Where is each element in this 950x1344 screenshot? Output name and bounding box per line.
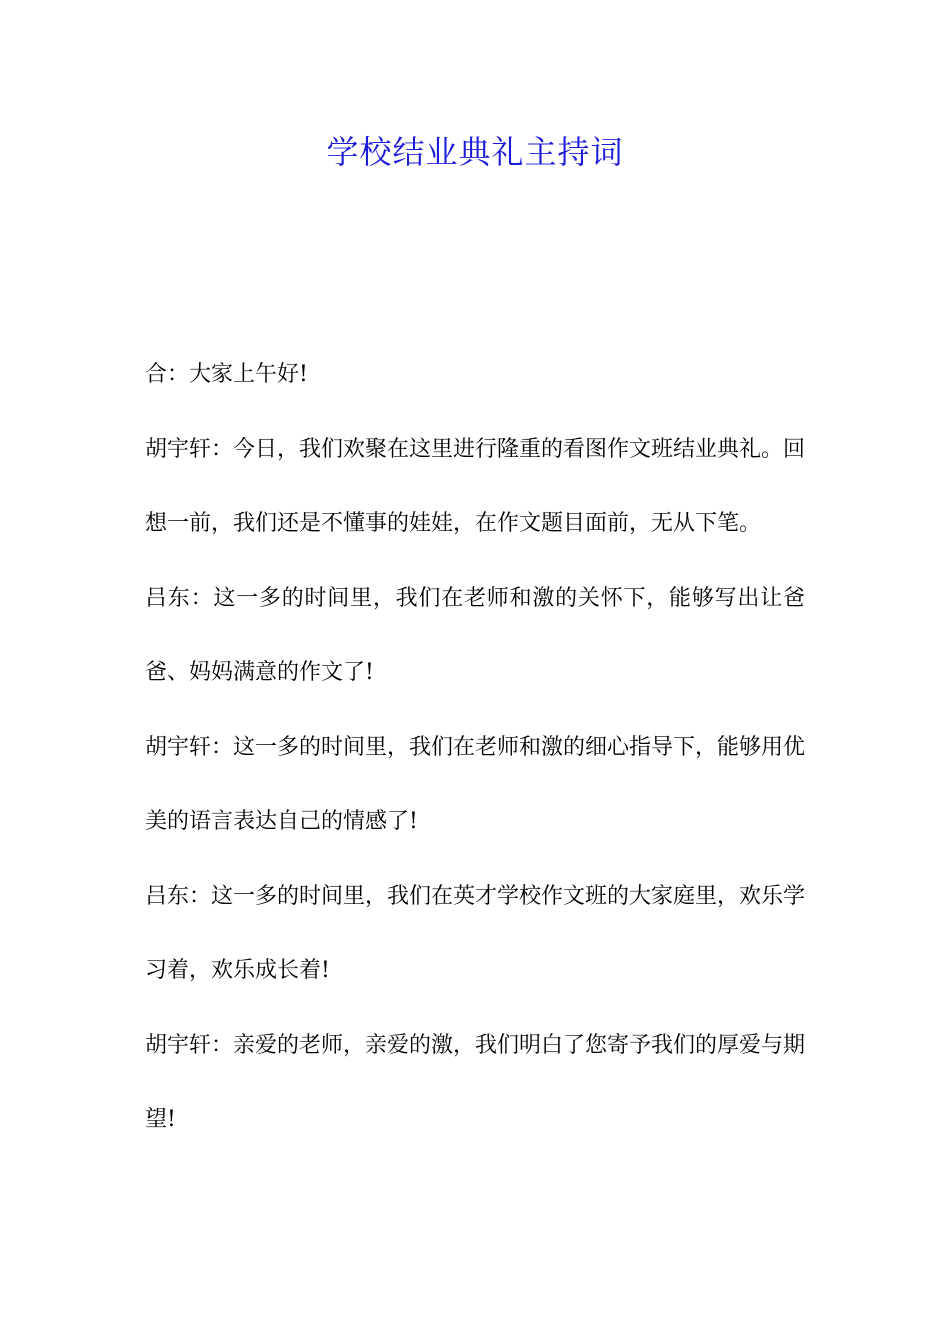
paragraph-greeting: 合：大家上午好!	[145, 362, 308, 387]
paragraph-lv-1: 吕东：这一多的时间里，我们在老师和激的关怀下，能够写出让爸爸、妈妈满意的作文了!	[145, 585, 805, 685]
paragraph-hu-1: 胡宇轩：今日，我们欢聚在这里进行隆重的看图作文班结业典礼。回想一前，我们还是不懂事的娃娃，在作文题目面前，无从下笔。	[145, 436, 806, 536]
document-body	[145, 338, 805, 1158]
paragraph-lv-2: 吕东：这一多的时间里，我们在英才学校作文班的大家庭里，欢乐学习着，欢乐成长着!	[145, 883, 806, 983]
paragraph-hu-3: 胡宇轩：亲爱的老师，亲爱的激，我们明白了您寄予我们的厚爱与期望!	[145, 1032, 806, 1132]
document-title: 学校结业典礼主持词	[326, 133, 624, 171]
paragraph-hu-2: 胡宇轩：这一多的时间里，我们在老师和激的细心指导下，能够用优美的语言表达自己的情感了!	[145, 734, 806, 834]
